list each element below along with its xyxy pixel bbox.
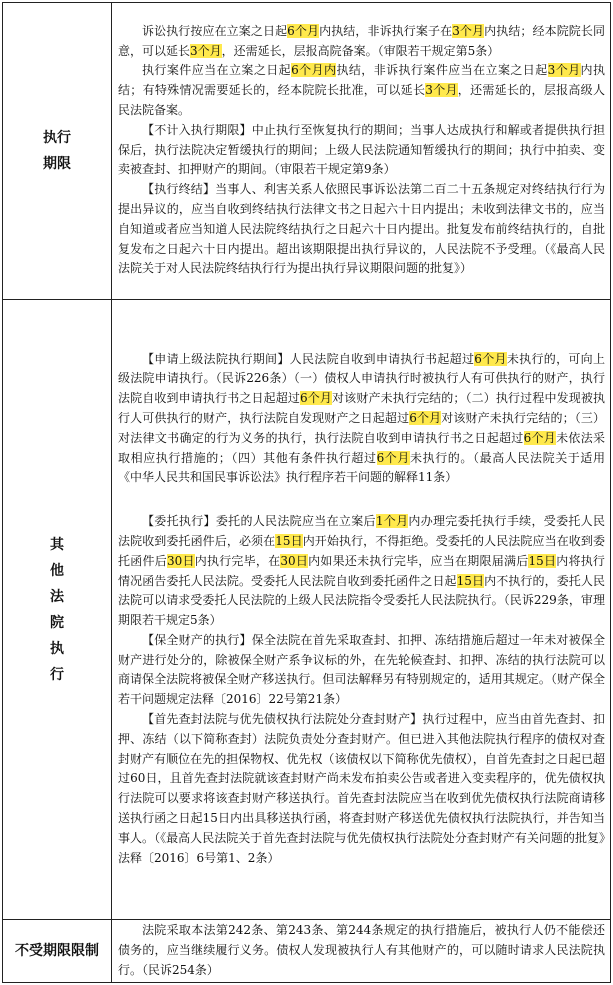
row-label-line: 他: [50, 562, 64, 579]
highlighted-text: 15日: [528, 553, 557, 568]
paragraph-text: 诉讼执行按应在立案之日起: [142, 23, 288, 38]
paragraph: [118, 22, 605, 62]
paragraph: [118, 512, 605, 631]
paragraph-text: 【不计入执行期限】中止执行至恢复执行的期间；当事人达成执行和解或者提供执行担保后，执行法院决定暂缓执行的期间；上级人民法院通知暂缓执行的期间；执行中拍卖、变卖被查封、扣押财产的期间。（审限若干规定第9条）: [118, 122, 605, 177]
row-label: [3, 920, 112, 983]
paragraph: [118, 180, 605, 279]
highlighted-text: 6个月: [474, 351, 507, 366]
highlighted-text: 6个月: [300, 391, 333, 406]
paragraph-text: 执行案件应当在立案之日起: [142, 63, 292, 78]
highlighted-text: 6个月: [287, 23, 320, 38]
row-content: [112, 920, 611, 983]
paragraph: [118, 710, 605, 868]
row-content: [112, 3, 611, 300]
table-row-execution-period: [3, 3, 611, 300]
paragraph: [118, 121, 605, 180]
highlighted-text: 3个月: [547, 63, 581, 78]
row-label: [3, 300, 112, 920]
paragraph-text: 对该财产未执行完结的；（二）执行过程中发现被执行人可供执行的财产，执行法院自发现财产之日起超过: [118, 391, 605, 425]
paragraph-text: 未执行的。（最高人民法院关于适用《中华人民共和国民事诉讼法》执行程序若干问题的解释11条）: [118, 450, 605, 485]
paragraph-text: 【首先查封法院与优先债权执行法院处分查封财产】执行过程中，应当由首先查封、扣押、冻结（以下简称查封）法院负责处分查封财产。但已进入其他法院执行程序的债权对查封财产有顺位在先的担保物权、优先权（该债权以下简称优先债权），自首先查封之日起已超过60日，且首先查封法院就该查封财产尚未发布拍卖公告或者进入变卖程序的，优先债权执行法院可以要求将该查封财产移送执行。首先查封法院应当在收到优先债权执行法院商请移送执行函之日起15日内出具移送执行函，将查封财产移送优先债权执行法院执行，并告知当事人。（《最高人民法院关于首先查封法院与优先债权执行法院处分查封财产有关问题的批复》法释〔2016〕6号第1、2条）: [118, 712, 605, 865]
paragraph: [118, 921, 605, 980]
paragraph: [118, 350, 605, 489]
paragraph-text: 【保全财产的执行】保全法院在首先采取查封、扣押、冻结措施后超过一年未对被保全财产进行处分的，除被保全财产系争议标的外，在先轮候查封、扣押、冻结的执行法院可以商请保全法院将被保全财产移送执行。但司法解释另有特别规定的，适用其规定。（财产保全若干问题规定法释〔2016〕22号第21条）: [118, 632, 605, 707]
paragraph-text: 未依法采取相应执行措施的；（四）其他有条件执行超过: [118, 430, 605, 465]
row-label-line: 期限: [43, 156, 71, 172]
execution-period-table: [2, 2, 611, 983]
highlighted-text: 6个月: [523, 430, 557, 445]
paragraph-text: 内如果还未执行完毕，应当在期限届满后: [308, 553, 529, 568]
paragraph: [118, 61, 605, 120]
highlighted-text: 3个月: [452, 23, 485, 38]
paragraph-text: 【执行终结】当事人、利害关系人依照民事诉讼法第二百二十五条规定对终结执行行为提出异议的，应当自收到终结执行法律文书之日起六十日内提出；未收到法律文书的，应当自知道或者应当知道人民法院终结执行之日起六十日内提出。批复发布前终结执行的，自批复发布之日起六十日内提出。超出该期限提出执行异议的，人民法院不予受理。（《最高人民法院关于对人民法院终结执行行为提出执行异议期限问题的批复》）: [118, 182, 605, 276]
paragraph-text: 执结，非诉执行案件应当在立案之日起: [336, 63, 548, 78]
highlighted-text: 3个月: [190, 43, 222, 58]
paragraph: [118, 631, 605, 710]
paragraph-text: 法院采取本法第242条、第243条、第244条规定的执行措施后，被执行人仍不能偿还债务的，应当继续履行义务。债权人发现被执行人有其他财产的，可以随时请求人民法院执行。（民诉254条）: [118, 923, 605, 977]
paragraph-text: 内开始执行，不得拒绝。受委托的人民法院应当在收到委托函件后: [118, 533, 605, 568]
highlighted-text: 15日: [275, 533, 303, 548]
paragraph-text: ，还需延长的，层报高级人民法院备案。: [118, 83, 605, 117]
paragraph-text: 【委托执行】委托的人民法院应当在立案后: [142, 514, 376, 529]
table-row-no-time-limit: [3, 920, 611, 983]
paragraph-text: 未执行的，可向上级法院申请执行。（民诉226条）（一）债权人申请执行时被执行人有可供执行的财产，执行法院自收到申请执行书之日起超过: [118, 351, 605, 406]
highlighted-text: 1个月: [375, 514, 409, 529]
row-label-line: 执: [50, 640, 64, 657]
row-label-line: 行: [50, 666, 64, 683]
row-label-line: 院: [50, 614, 64, 631]
highlighted-text: 30日: [166, 553, 195, 568]
row-label-line: 其: [50, 536, 64, 553]
paragraph-text: 内执结；有特殊情况需要延长的，经本院院长批准，可以延长: [118, 63, 605, 98]
row-label: [3, 3, 112, 300]
paragraph-text: 内将执行情况函告委托人民法院。受委托人民法院自收到委托函件之日起: [118, 553, 605, 588]
paragraph-text: 内执行完毕，在: [194, 553, 281, 568]
paragraph-text: 【申请上级法院执行期间】人民法院自收到申请执行书起超过: [142, 351, 475, 366]
paragraph-text: 对该财产未执行完结的；（三）对法律文书确定的行为义务的执行，执行法院自收到申请执行书之日起超过: [118, 410, 605, 445]
paragraph-text: 内不执行的，委托人民法院可以请求受委托人民法院的上级人民法院指令受委托人民法院执行。（民诉229条，审理期限若干规定5条）: [118, 573, 605, 628]
highlighted-text: 30日: [280, 553, 309, 568]
highlighted-text: 6个月: [376, 450, 411, 465]
paragraph-text: 内办理完委托执行手续，受委托人民法院收到委托函件后，必须在: [118, 514, 605, 548]
highlighted-text: 6个月: [409, 410, 442, 425]
paragraph-text: 内执结；经本院院长同意，可以延长: [118, 23, 605, 58]
paragraph-text: 内执结，非诉执行案子在: [319, 23, 453, 38]
table-row-other-court-execution: [3, 300, 611, 920]
row-content: [112, 300, 611, 920]
highlighted-text: 6个月内: [291, 63, 337, 78]
row-label-line: 不受期限限制: [15, 943, 99, 960]
highlighted-text: 3个月: [425, 83, 458, 98]
paragraph-text: ，还需延长，层报高院备案。（审限若干规定第5条）: [221, 43, 500, 58]
spacer: [118, 488, 605, 512]
row-label-line: 法: [50, 588, 64, 605]
highlighted-text: 15日: [456, 573, 485, 588]
row-label-line: 执行: [43, 130, 71, 146]
